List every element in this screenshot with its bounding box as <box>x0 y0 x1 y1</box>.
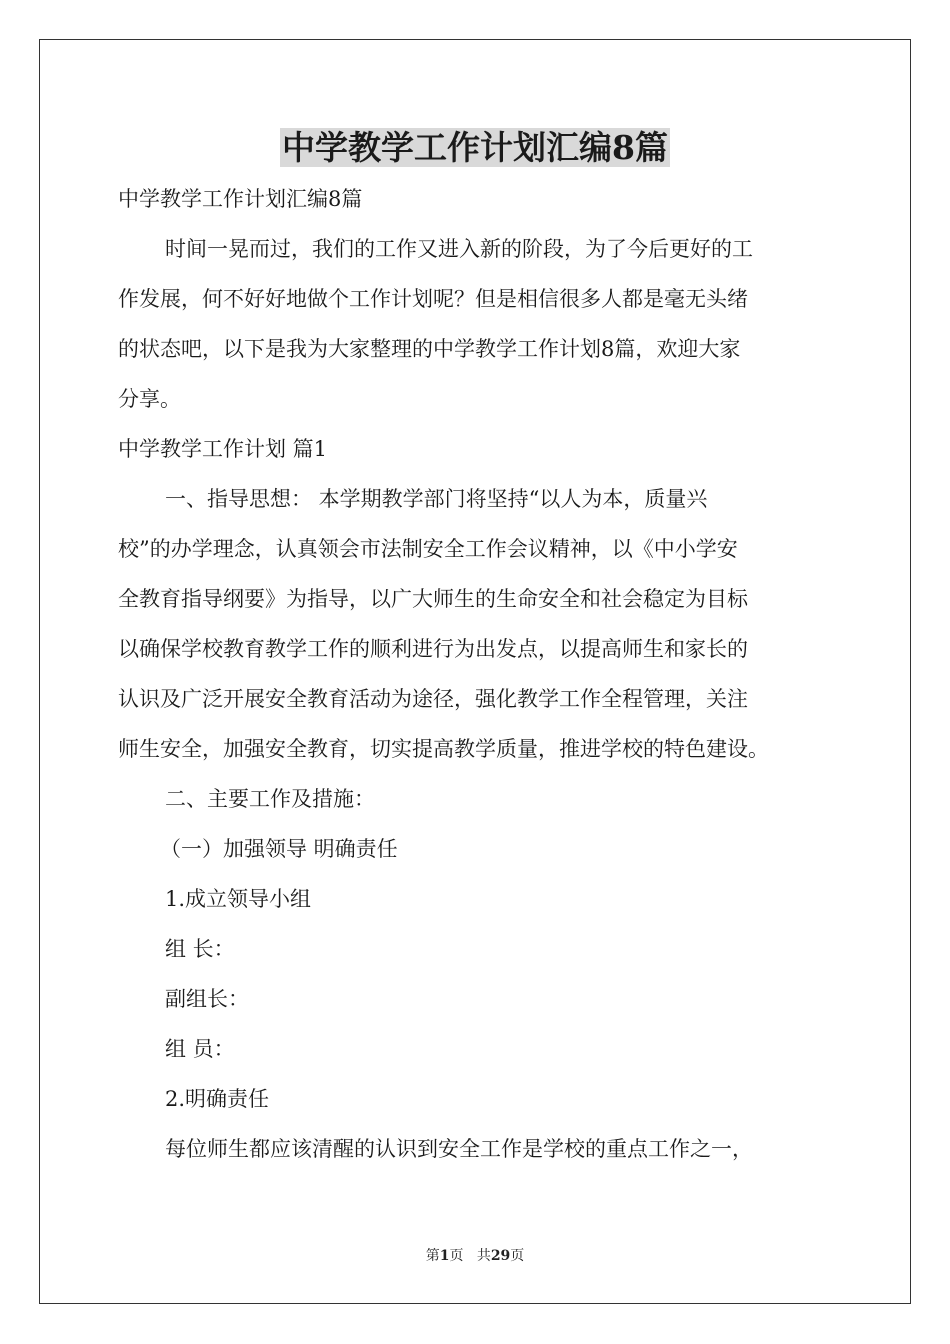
paragraph-line: 师生安全，加强安全教育，切实提高教学质量，推进学校的特色建设。 <box>118 737 769 761</box>
page-border <box>39 39 911 1304</box>
paragraph-line: 每位师生都应该清醒的认识到安全工作是学校的重点工作之一， <box>165 1137 753 1161</box>
document-title-text: 中学教学工作计划汇编8篇 <box>282 128 668 167</box>
subsection-heading: 二、主要工作及措施： <box>165 787 375 811</box>
footer-total-pages: 29 <box>490 1248 511 1264</box>
paragraph-line: 全教育指导纲要》为指导，以广大师生的生命安全和社会稳定为目标 <box>118 587 748 611</box>
paragraph-line: 认识及广泛开展安全教育活动为途径，强化教学工作全程管理，关注 <box>118 687 748 711</box>
paragraph-line: 以确保学校教育教学工作的顺利进行为出发点，以提高师生和家长的 <box>118 637 748 661</box>
list-item: 组 员： <box>165 1037 235 1061</box>
list-item: 2.明确责任 <box>165 1087 270 1111</box>
footer-page-suffix: 页 <box>449 1248 464 1264</box>
list-item: 副组长： <box>165 987 249 1011</box>
section-heading: 中学教学工作计划 篇1 <box>118 437 328 461</box>
list-item: 组 长： <box>165 937 235 961</box>
footer-page-prefix: 第 <box>425 1248 440 1264</box>
paragraph-line: 的状态吧，以下是我为大家整理的中学教学工作计划8篇，欢迎大家 <box>118 337 741 361</box>
page-footer <box>0 1246 950 1266</box>
list-item: 1.成立领导小组 <box>165 887 312 911</box>
document-subtitle: 中学教学工作计划汇编8篇 <box>118 187 363 211</box>
subsection-heading: （一）加强领导 明确责任 <box>160 837 398 861</box>
paragraph-line: 分享。 <box>118 387 181 411</box>
paragraph-line: 时间一晃而过，我们的工作又进入新的阶段，为了今后更好的工 <box>165 237 753 261</box>
footer-total-prefix: 共 <box>476 1248 491 1264</box>
paragraph-line: 一、指导思想： 本学期教学部门将坚持“以人为本，质量兴 <box>165 487 708 511</box>
footer-page-number: 1 <box>439 1248 450 1264</box>
document-title <box>0 126 950 170</box>
paragraph-line: 校”的办学理念，认真领会市法制安全工作会议精神，以《中小学安 <box>118 537 738 561</box>
footer-total-suffix: 页 <box>510 1248 525 1264</box>
paragraph-line: 作发展，何不好好地做个工作计划呢？但是相信很多人都是毫无头绪 <box>118 287 748 311</box>
